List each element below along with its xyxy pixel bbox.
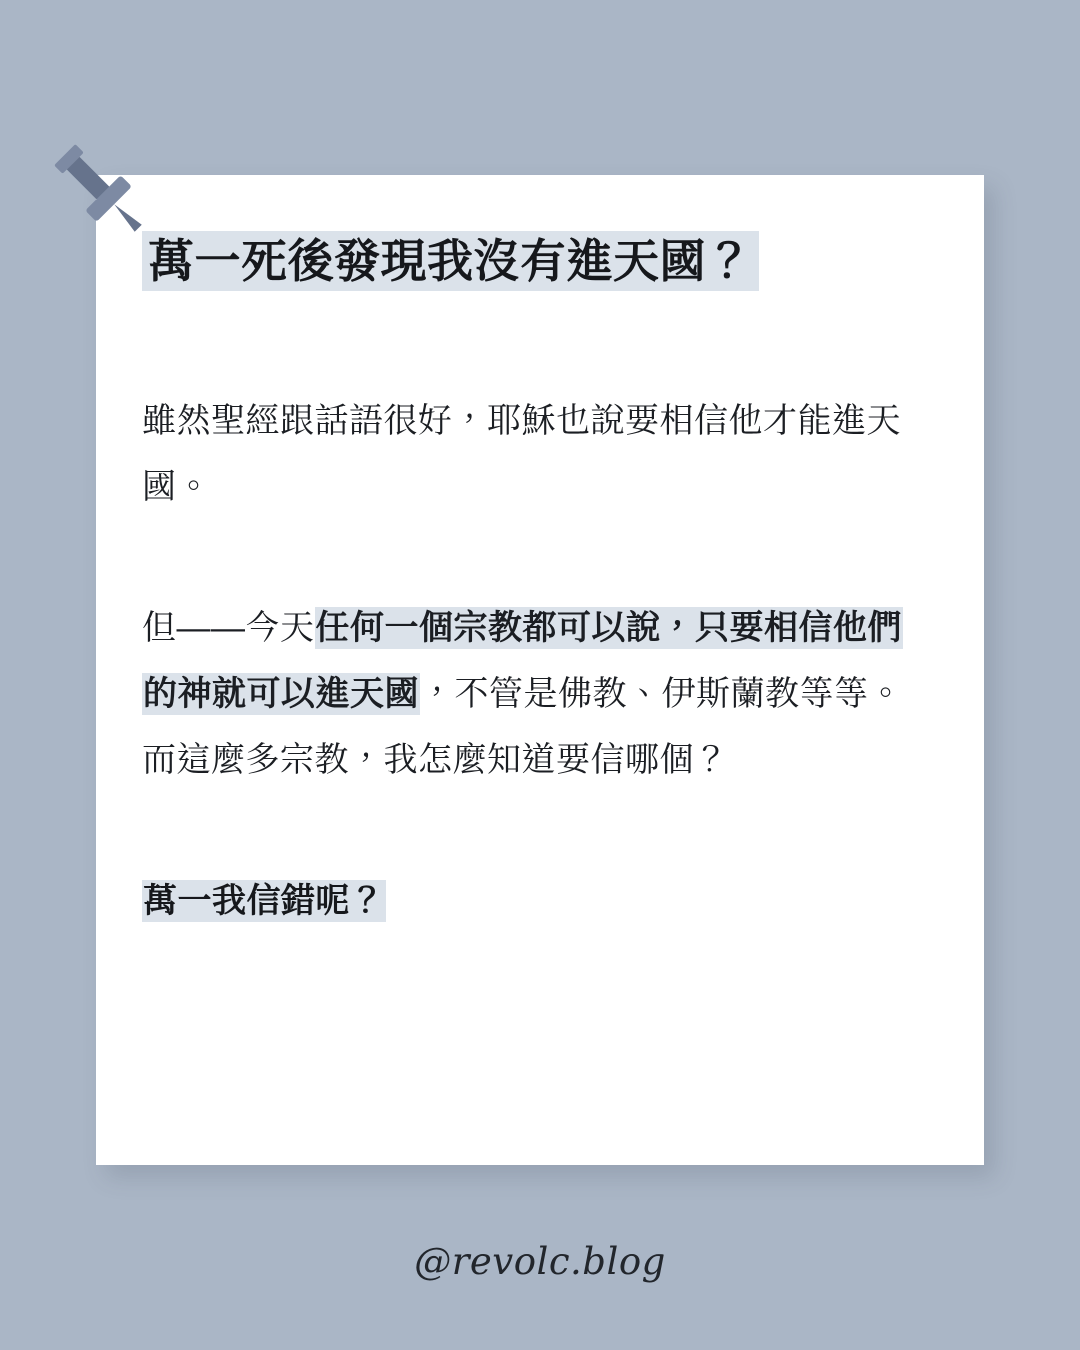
paragraph-two-highlight: 任何一個宗教都可以說，只要相信他們的神就可以進天國 [143, 608, 902, 713]
account-handle: @revolc.blog [414, 1240, 666, 1283]
closing-highlight: 萬一我信錯呢？ [143, 881, 385, 920]
paragraph-two [142, 595, 932, 794]
page-title: 萬一死後發現我沒有進天國？ [142, 231, 759, 291]
title-wrapper [142, 230, 932, 292]
card-content [142, 230, 932, 934]
closing-line [142, 868, 932, 934]
paragraph-two-lead: 但——今天 [142, 608, 315, 647]
paragraph-two-tail: ，不管是佛教、伊斯蘭教等等。而這麼多宗教，我怎麼知道要信哪個？ [142, 674, 903, 780]
paragraph-one: 雖然聖經跟話語很好，耶穌也說要相信他才能進天國。 [142, 402, 901, 507]
